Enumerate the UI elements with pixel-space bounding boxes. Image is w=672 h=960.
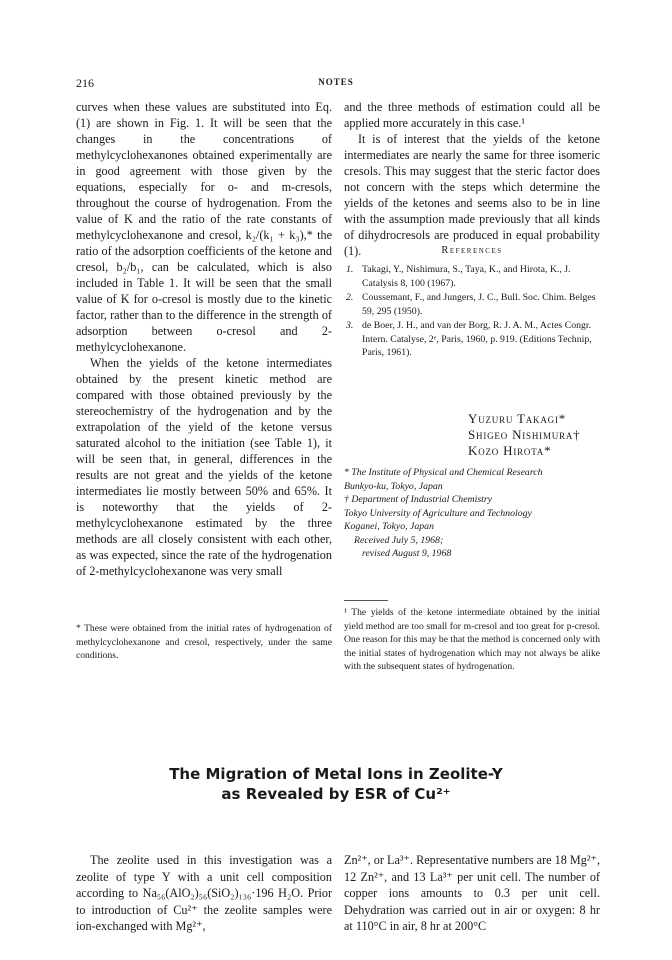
article-paragraph-left: The zeolite used in this investigation was a zeolite of type Y with a unit cell composition according to Na₅₆(AlO₂)₅₆(SiO₂)₁₃₆·196 H₂O. Prior to introduction of Cu²⁺ the zeolite samples were ion-exchanged with Mg²⁺, bbox=[76, 853, 332, 933]
reference-text: Coussemant, F., and Jungers, J. C., Bull. Soc. Chim. Belges 59, 295 (1950). bbox=[362, 292, 596, 317]
right-paragraph-1: and the three methods of estimation could all be applied more accurately in this case.¹ bbox=[344, 100, 600, 130]
received-date: Received July 5, 1968; bbox=[354, 534, 444, 546]
reference-item bbox=[344, 291, 600, 318]
article-title-line-2: as Revealed by ESR of Cu²⁺ bbox=[221, 785, 451, 803]
author-name: Shigeo Nishimura† bbox=[468, 427, 581, 442]
author-name: Yuzuru Takagi* bbox=[468, 411, 567, 426]
article-body-right bbox=[344, 852, 600, 935]
right-footnote: ¹ The yields of the ketone intermediate obtained by the initial yield method are too small for m-cresol and too great for p-cresol. One reason for this may be that the method is concerned only with the initial states of hydrogenation which may not always be alike with the subsequent states of hydrogenation. bbox=[344, 607, 600, 672]
affiliation-line: Tokyo University of Agriculture and Technology bbox=[344, 507, 532, 519]
reference-text: Takagi, Y., Nishimura, S., Taya, K., and Hirota, K., J. Catalysis 8, 100 (1967). bbox=[362, 264, 571, 289]
left-paragraph-2: When the yields of the ketone intermediates obtained by the present kinetic method are compared with those obtained previously by the stereochemistry of the hydrogenation and by the extrapolation of the yield of the ketone versus saturated alcohol to the initiation (see Table 1), it will be seen that, in general, differences in the results are not great and the yields of the ketone intermediates lie mostly between 50% and 65%. It is noteworthy that the yields of 2-methylcyclohexanone estimated by the three methods are all closely consistent with each other, as was expected, since the rate of the hydrogenation of 2-methylcyclohexanone was very small bbox=[76, 356, 332, 578]
reference-number: 1. bbox=[346, 264, 354, 275]
affiliation-block bbox=[344, 466, 600, 561]
affiliation-line: Koganei, Tokyo, Japan bbox=[344, 521, 434, 532]
left-column bbox=[76, 99, 332, 579]
reference-number: 2. bbox=[346, 292, 354, 303]
left-paragraph-1: curves when these values are substituted into Eq. (1) are shown in Fig. 1. It will be seen that the changes in the concentrations of methylcyclohexanones obtained experimentally are in good agreement with those given by the equations, especially for o- and m-cresols, throughout the course of hydrogenation. From the value of K and the ratio of the rate constants of methylcyclohexanone and cresol, k₂/(k₁ + k₃),* the ratio of the adsorption coefficients of the ketone and cresol, b₂/b₁, can be calculated, which is also included in Table 1. It will be seen that the small value of K for o-cresol is mostly due to the kinetic factor, rather than to the difference in the strength of adsorption between o-cresol and 2-methylcyclohexanone. bbox=[76, 100, 332, 354]
article-title-line-1: The Migration of Metal Ions in Zeolite-Y bbox=[169, 765, 503, 783]
author-block bbox=[468, 411, 580, 459]
right-column bbox=[344, 99, 600, 259]
reference-item bbox=[344, 319, 600, 360]
right-paragraph-2: It is of interest that the yields of the ketone intermediates are nearly the same for three isomeric cresols. This may suggest that the steric factor does not concern with the steps which determine the yields of the ketones and seems also to be in line with the assumption made previously that all kinds of dihydrocresols are produced in equal probability (1). bbox=[344, 132, 600, 258]
left-footnote: * These were obtained from the initial rates of hydrogenation of methylcyclohexanone and cresol, respectively, under the same conditions. bbox=[76, 623, 332, 661]
running-head: NOTES bbox=[318, 77, 354, 87]
article-body-left bbox=[76, 852, 332, 935]
article-paragraph-right: Zn²⁺, or La³⁺. Representative numbers are 18 Mg²⁺, 12 Zn²⁺, and 13 La³⁺ per unit cell. The number of copper ions amounts to 0.3 per unit cell. Dehydration was carried out in air or oxygen: 8 hr at 110°C in air, 8 hr at 200°C bbox=[344, 853, 600, 933]
references-heading: References bbox=[441, 245, 503, 256]
revised-date: revised August 9, 1968 bbox=[362, 548, 452, 559]
affiliation-line: † Department of Industrial Chemistry bbox=[344, 494, 493, 505]
footnote-rule bbox=[344, 600, 388, 601]
reference-number: 3. bbox=[346, 320, 354, 331]
page-number: 216 bbox=[76, 76, 94, 90]
references-list bbox=[344, 263, 600, 361]
reference-text: de Boer, J. H., and van der Borg, R. J. A. M., Actes Congr. Intern. Catalyse, 2ᵉ, Paris, 1960, p. 919. (Editions Technip, Paris, 1961). bbox=[362, 320, 592, 358]
affiliation-line: Bunkyo-ku, Tokyo, Japan bbox=[344, 480, 443, 492]
affiliation-line: * The Institute of Physical and Chemical Research bbox=[344, 467, 543, 478]
reference-item bbox=[344, 263, 600, 290]
author-name: Kozo Hirota* bbox=[468, 443, 552, 458]
article-title bbox=[0, 764, 672, 804]
